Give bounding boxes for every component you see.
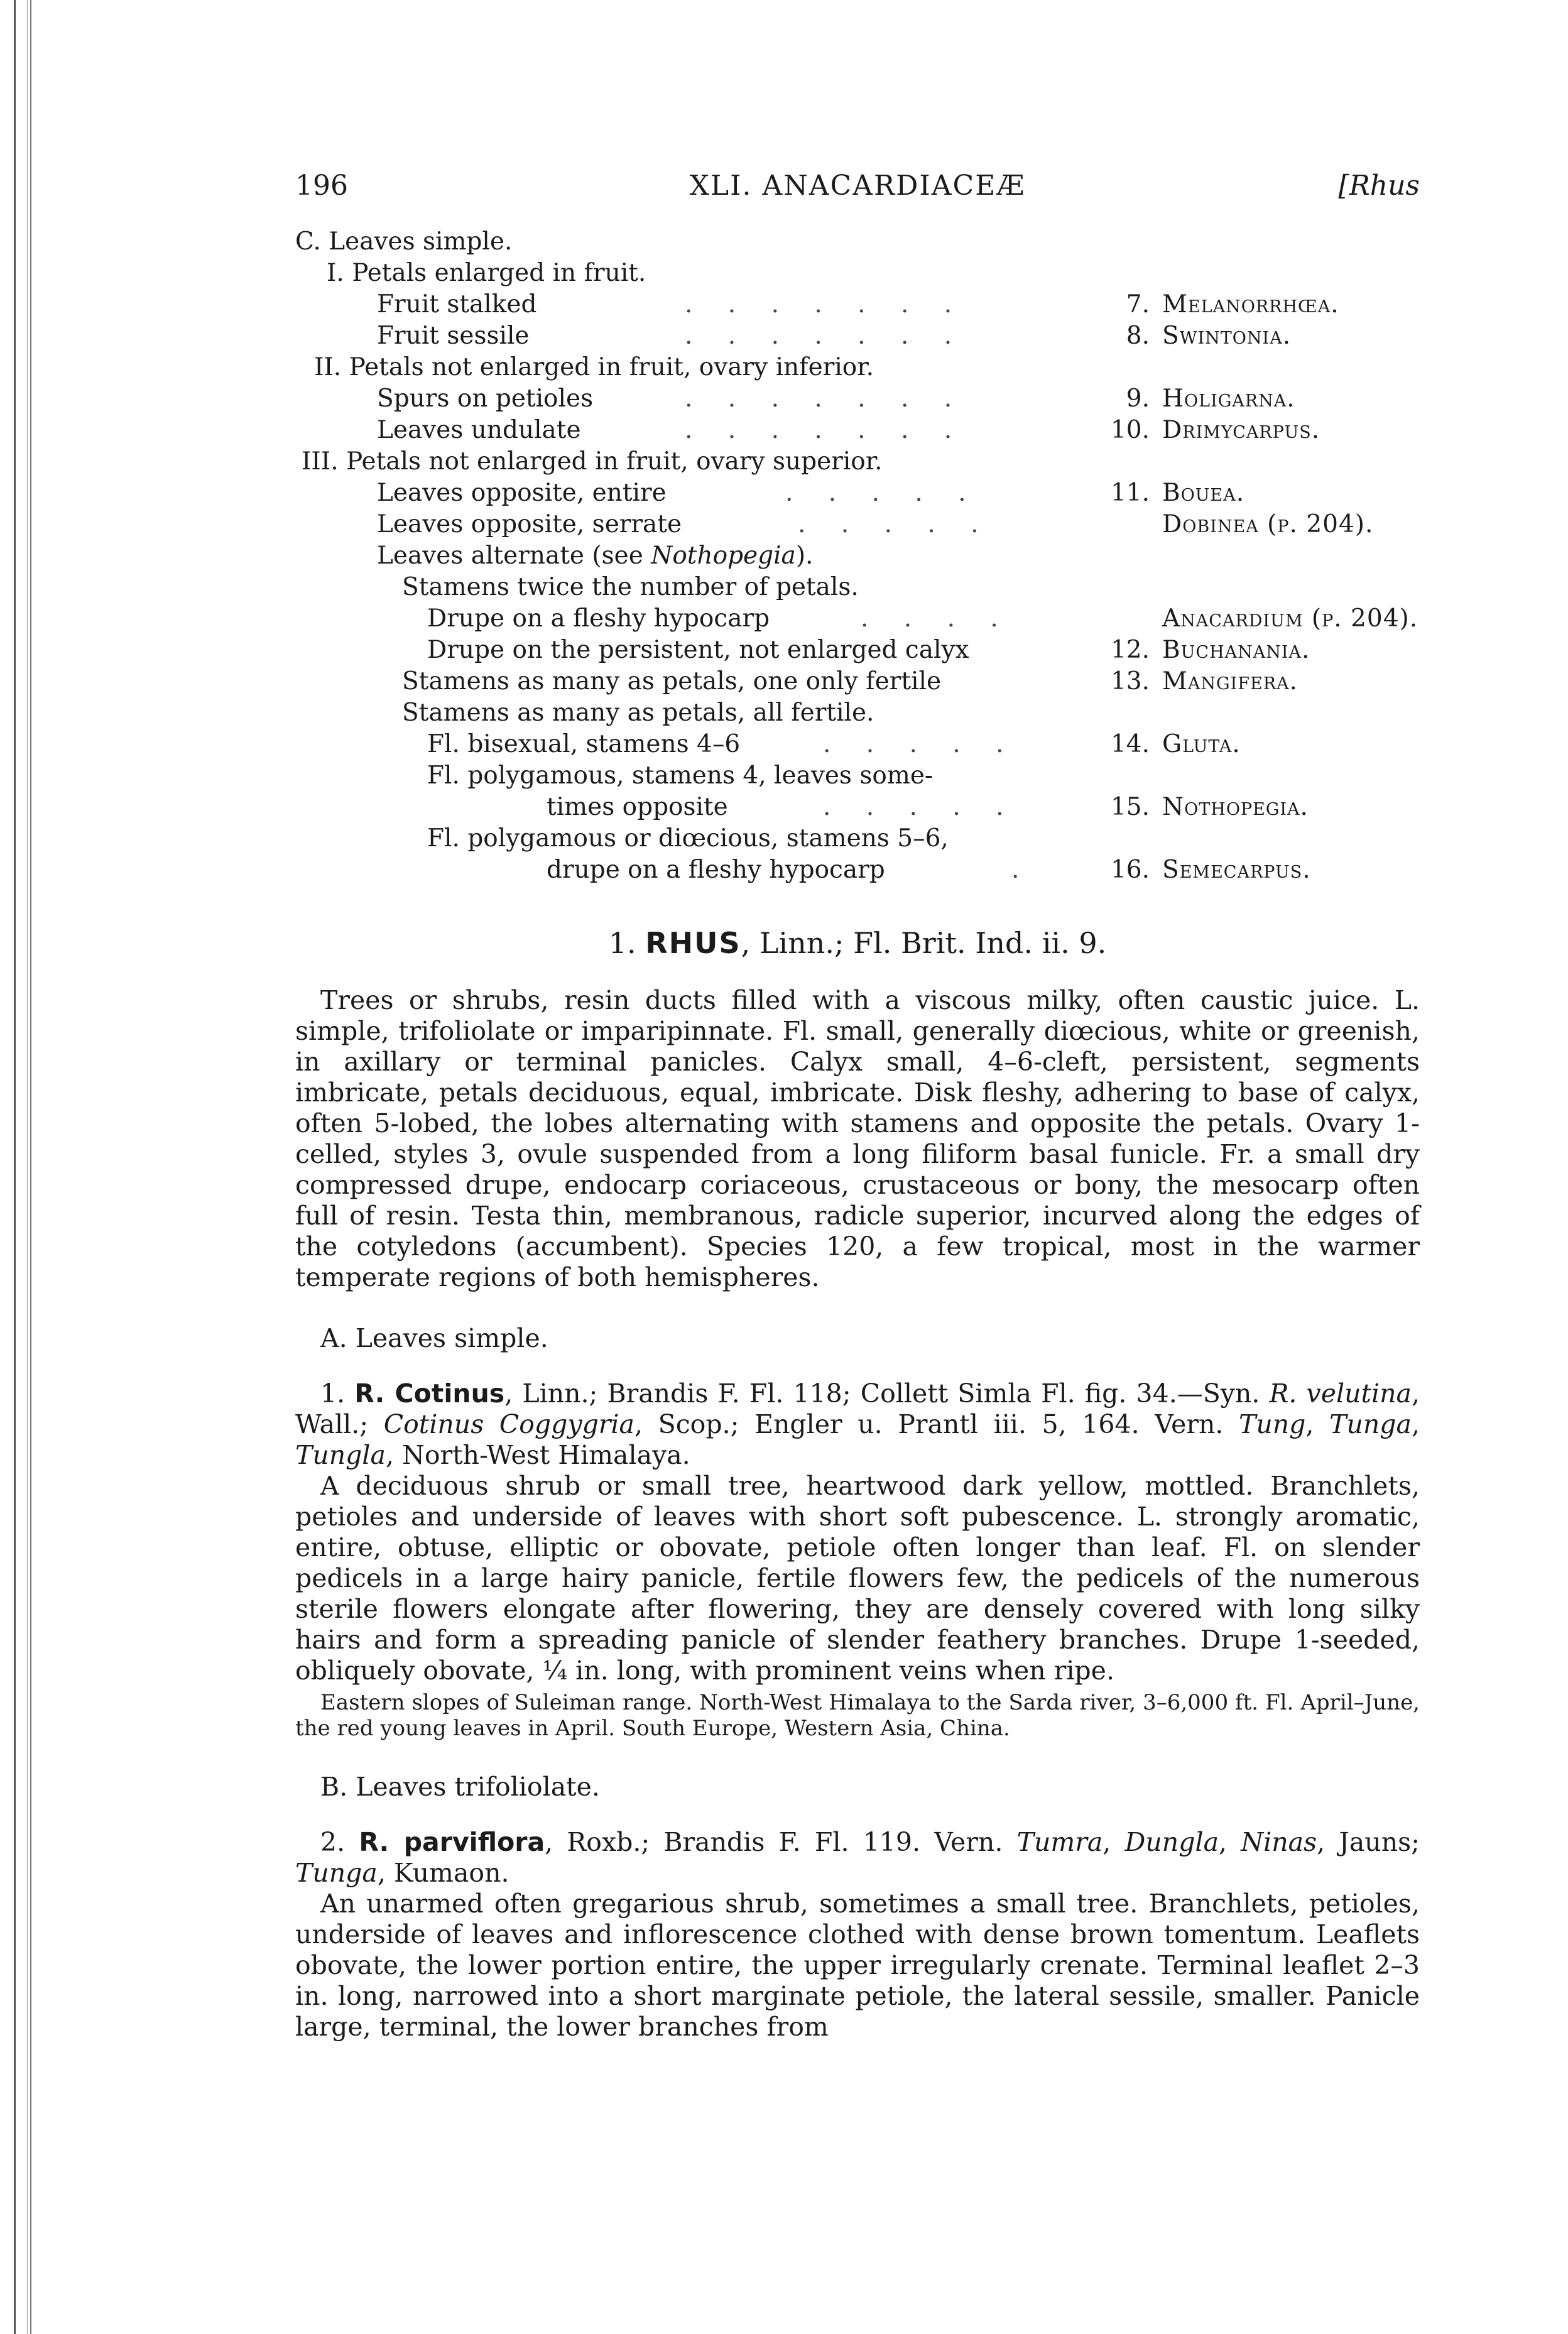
book-binding-edge bbox=[14, 0, 28, 2334]
key-genus: Drimycarpus. bbox=[1162, 416, 1320, 444]
key-entry: Fruit stalked bbox=[377, 290, 537, 319]
chapter-title: XLI. ANACARDIACEÆ bbox=[689, 170, 1026, 202]
key-number: 9. bbox=[1126, 384, 1150, 413]
key-entry: Fruit sessile bbox=[377, 322, 530, 350]
species-1-heading: 1. R. Cotinus, Linn.; Brandis F. Fl. 118; Collett Simla Fl. fig. 34.—Syn. R. velutina, Wall.; Cotinus Coggygria, Scop.; Engler u. Prantl iii. 5, 164. Vern. Tung, Tunga, Tungla, North-West Himalaya. bbox=[295, 1378, 1420, 1470]
key-entry: times opposite bbox=[547, 793, 728, 821]
key-entry: Fl. polygamous, stamens 4, leaves some- bbox=[427, 761, 934, 790]
species-1-description: A deciduous shrub or small tree, heartwood dark yellow, mottled. Branchlets, petioles and underside of leaves with short soft pubescence. L. strongly aromatic, entire, obtuse, elliptic or obovate, petiole often longer than leaf. Fl. on slender pedicels in a large hairy panicle, fertile flowers few, the pedicels of the numerous sterile flowers elongate after flowering, they are densely covered with long silky hairs and form a spreading panicle of slender feathery branches. Drupe 1-seeded, obliquely obovate, ¼ in. long, with prominent veins when ripe. bbox=[295, 1471, 1420, 1686]
leader-dots: . . . . . bbox=[823, 793, 1018, 821]
key-entry: Drupe on a fleshy hypocarp bbox=[427, 604, 770, 633]
species-name: R. parviflora bbox=[359, 1827, 545, 1857]
binding-line bbox=[30, 0, 31, 2334]
leader-dots: . . . . . bbox=[798, 510, 993, 538]
running-title: [Rhus bbox=[1338, 170, 1420, 202]
leader-dots: . . . . . bbox=[785, 479, 980, 507]
key-heading-i: I. Petals enlarged in fruit. bbox=[327, 259, 646, 287]
key-entry: Stamens as many as petals, one only fertile bbox=[402, 667, 942, 695]
key-genus: Buchanania. bbox=[1162, 636, 1310, 664]
key-genus: Semecarpus. bbox=[1162, 856, 1311, 884]
leader-dots: . . . . . . . bbox=[685, 290, 966, 319]
key-number: 12. bbox=[1110, 636, 1150, 664]
key-entry: Leaves opposite, entire bbox=[377, 479, 667, 507]
species-2-description: An unarmed often gregarious shrub, sometimes a small tree. Branchlets, petioles, underside of leaves and inflorescence clothed with dense brown tomentum. Leaflets obovate, the lower portion entire, the upper irregularly crenate. Terminal leaflet 2–3 in. long, narrowed into a short marginate petiole, the lateral sessile, smaller. Panicle large, terminal, the lower branches from bbox=[295, 1889, 1420, 2042]
key-entry: Leaves alternate (see Nothopegia). bbox=[377, 542, 814, 570]
leader-dots: . . . . . . . bbox=[685, 322, 966, 350]
key-number: 16. bbox=[1110, 856, 1150, 884]
running-header bbox=[295, 170, 1420, 226]
genus-description: Trees or shrubs, resin ducts filled with a viscous milky, often caustic juice. L. simple, trifoliolate or imparipinnate. Fl. small, generally diœcious, white or greenish, in axillary or terminal panicles. Calyx small, 4–6-cleft, persistent, segments imbricate, petals deciduous, equal, imbricate. Disk fleshy, adhering to base of calyx, often 5-lobed, the lobes alternating with stamens and opposite the petals. Ovary 1-celled, styles 3, ovule suspended from a long filiform basal funicle. Fr. a small dry compressed drupe, endocarp coriaceous, crustaceous or bony, the mesocarp often full of resin. Testa thin, membranous, radicle superior, incurved along the edges of the cotyledons (accumbent). Species 120, a few tropical, most in the warmer temperate regions of both hemispheres. bbox=[295, 985, 1420, 1292]
key-genus: Dobinea (p. 204). bbox=[1162, 510, 1374, 538]
genus-authority: , Linn.; Fl. Brit. Ind. ii. 9. bbox=[741, 926, 1107, 960]
key-number: 15. bbox=[1110, 793, 1150, 821]
key-entry: Leaves undulate bbox=[377, 416, 581, 444]
key-entry: Fl. polygamous or diœcious, stamens 5–6, bbox=[427, 824, 949, 853]
key-entry: Stamens as many as petals, all fertile. bbox=[402, 699, 874, 727]
key-entry: Spurs on petioles bbox=[377, 384, 594, 413]
key-genus: Melanorrhœa. bbox=[1162, 290, 1339, 319]
genus-heading: 1. RHUS, Linn.; Fl. Brit. Ind. ii. 9. bbox=[608, 926, 1107, 960]
species-1-distribution: Eastern slopes of Suleiman range. North-West Himalaya to the Sarda river, 3–6,000 ft. Fl. April–June, the red young leaves in April. South Europe, Western Asia, China. bbox=[295, 1690, 1420, 1741]
key-entry: Fl. bisexual, stamens 4–6 bbox=[427, 730, 741, 758]
key-heading-iii: III. Petals not enlarged in fruit, ovary superior. bbox=[302, 447, 883, 476]
key-genus: Gluta. bbox=[1162, 730, 1241, 758]
key-number: 10. bbox=[1110, 416, 1150, 444]
key-genus: Mangifera. bbox=[1162, 667, 1298, 695]
key-number: 14. bbox=[1110, 730, 1150, 758]
key-number: 13. bbox=[1110, 667, 1150, 695]
leader-dots: . . . . . bbox=[823, 730, 1018, 758]
leader-dots: . . . . . . . bbox=[685, 416, 966, 444]
key-genus: Anacardium (p. 204). bbox=[1162, 604, 1418, 633]
genus-name: RHUS bbox=[645, 926, 741, 960]
species-2-heading: 2. R. parviflora, Roxb.; Brandis F. Fl. 119. Vern. Tumra, Dungla, Ninas, Jauns; Tunga, Kumaon. bbox=[295, 1827, 1420, 1888]
key-entry: Leaves opposite, serrate bbox=[377, 510, 682, 538]
section-heading-b: B. Leaves trifoliolate. bbox=[320, 1772, 600, 1802]
species-name: R. Cotinus bbox=[354, 1378, 505, 1409]
key-number: 8. bbox=[1126, 322, 1150, 350]
key-heading-ii: II. Petals not enlarged in fruit, ovary inferior. bbox=[314, 353, 874, 381]
key-entry: Stamens twice the number of petals. bbox=[402, 573, 859, 601]
key-number: 11. bbox=[1110, 479, 1150, 507]
key-entry: Drupe on the persistent, not enlarged calyx bbox=[427, 636, 969, 664]
key-entry: drupe on a fleshy hypocarp bbox=[547, 856, 885, 884]
leader-dots: . . . . . . . bbox=[685, 384, 966, 413]
key-genus: Nothopegia. bbox=[1162, 793, 1309, 821]
genus-key bbox=[295, 226, 1420, 886]
section-heading-a: A. Leaves simple. bbox=[320, 1323, 548, 1353]
page bbox=[295, 170, 1420, 2042]
key-genus: Bouea. bbox=[1162, 479, 1245, 507]
key-heading-c: C. Leaves simple. bbox=[295, 227, 513, 256]
key-number: 7. bbox=[1126, 290, 1150, 319]
page-number: 196 bbox=[295, 170, 348, 202]
key-genus: Swintonia. bbox=[1162, 322, 1292, 350]
key-genus: Holigarna. bbox=[1162, 384, 1295, 413]
leader-dots: . . . . bbox=[861, 604, 1012, 633]
leader-dots: . bbox=[1011, 856, 1033, 884]
